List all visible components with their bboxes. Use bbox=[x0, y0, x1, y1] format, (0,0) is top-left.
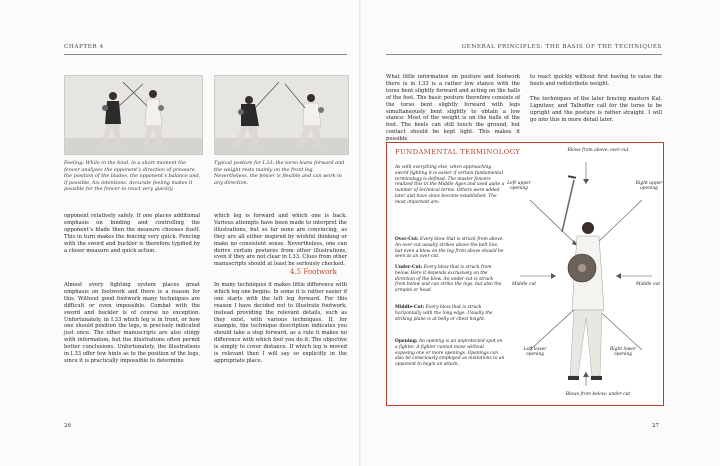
right-running-head: GENERAL PRINCIPLES: THE BASIS OF THE TECHNIQUES bbox=[461, 44, 662, 50]
term-over-cut bbox=[395, 237, 505, 260]
left-header-rule bbox=[64, 54, 347, 55]
left-col1-para2: Almost every fighting system places great emphasis on footwork and there is a reason for this. Without good footwork many techniques are difficult or even impossible. Combat with the sword and buckler is of course no exception. Unfortunately, in I.33 which leg is in front, or how one should position the legs, is precisely indicated just once. The other manuscripts are also stingy with information, but the illustrations often permit better conclusions. Unfortunately, the illustrations in I.33 offer few hints as to the position of the legs, since it is practically impossible to determine bbox=[64, 282, 200, 364]
term-under-cut bbox=[395, 265, 505, 294]
term-middle-cut bbox=[395, 305, 505, 322]
term-opening-def: An opening is an unprotected spot on a fighter. A fighter cannot move without exposing one or more openings. Openings can also be consciously employed as invitations to an opponent to begin an attack. bbox=[395, 339, 505, 368]
right-page-number: 27 bbox=[652, 423, 659, 429]
caption-feeling: Feeling: While in the bind, in a short moment the fencer analyzes the opponent’s direction of pressure, the position of the blades, the opponent’s balance and, if possible, his intentions. Accurate feeling makes it possible for the fencer to react very quickly. bbox=[64, 160, 201, 192]
left-running-head: CHAPTER 4 bbox=[64, 44, 104, 50]
term-opening-label: Opening: bbox=[395, 339, 418, 344]
photo-feeling bbox=[64, 75, 203, 155]
label-left-upper-opening: Left upper opening bbox=[507, 181, 531, 192]
terminology-box-title: FUNDAMENTAL TERMINOLOGY bbox=[395, 148, 521, 156]
term-under-cut-def: Every blow that is struck from below. Here it depends exclusively on the direction of the blow. An under-cut is struck from below and can strike the legs, but also the armpits or head. bbox=[395, 265, 502, 294]
photo-posture bbox=[214, 75, 349, 155]
right-col2-para2: The techniques of the later fencing masters Kal, Lignitzer, and Talhoffer call for the torso to be upright and the posture is rather straight. I will go into this in more detail later. bbox=[530, 96, 662, 123]
label-middle-cut-left: Middle cut bbox=[512, 282, 536, 287]
right-col1-para: What little information on posture and footwork there is in I.33 is a rather low stance with the torso bent slightly forward and acting on the balls of the feet. The basic posture therefore consists of the torso bent slightly forward with legs simultaneously bent slightly to obtain a low stance: Most of the weight is on the balls of the feet. The heels can still touch the ground, but contact should be kept light. This makes it possible bbox=[386, 74, 520, 143]
term-over-cut-def: Every blow that is struck from above. An over-cut usually strikes above the belt line, but even a blow on the leg from above should be seen as an over-cut. bbox=[395, 237, 504, 260]
term-middle-cut-label: Middle-Cut: bbox=[395, 305, 425, 310]
label-right-upper-opening: Right upper opening bbox=[635, 181, 663, 192]
label-right-lower-opening: Right lower opening bbox=[609, 347, 636, 358]
left-col2-para1: which leg is forward and which one is back. Various attempts have been made to interpret the illustrations, but so far none are convincing, as they are all either inspired by wishful thinking or make no consistent sense. Nevertheless, one can derive certain postures from other illustrations, even if they are not clear in I.33. Clues from other manuscripts should at least be seriously checked. bbox=[214, 213, 347, 268]
right-col2-para1: to react quickly without first having to raise the heels and redistribute weight. bbox=[530, 74, 662, 87]
term-middle-cut-def: Every blow that is struck horizontally with the long edge. Usually the striking plane is at belly or chest height. bbox=[395, 305, 493, 322]
left-col2-para2: In many techniques it makes little difference with which leg one begins. In some it is rather easier if one starts with the left leg forward. For this reason I have decided not to illustrate footwork, instead providing the relevant details, such as they exist, with various techniques. If, for example, the technique description indicates you should take a step forward, as a rule it makes no difference with which foot you do it. The objective is simply to cover distance. If which leg is moved is relevant then I will say so explicitly in the appropriate place. bbox=[214, 282, 347, 364]
label-middle-cut-right: Middle cut bbox=[636, 282, 660, 287]
label-over-cut: Blows from above: over-cut bbox=[567, 148, 629, 153]
terminology-intro: As with everything else, when approaching sword fighting it is easier if certain fundamental terminology is defined. The master fencers realized this in the Middle Ages and used quite a number of technical terms. Others were added later and have since become established. The most important are: bbox=[395, 165, 505, 205]
caption-posture: Typical posture for I.33: the torso leans forward and the weight rests mainly on the front leg. Nevertheless, the fencer is flexible and can work in any direction. bbox=[214, 160, 345, 186]
label-under-cut: Blows from below: under-cut bbox=[565, 392, 631, 397]
section-heading-footwork: 4.5 Footwork bbox=[290, 268, 337, 276]
right-header-rule bbox=[386, 54, 662, 55]
term-opening bbox=[395, 339, 505, 368]
term-over-cut-label: Over-Cut: bbox=[395, 237, 419, 242]
term-under-cut-label: Under-Cut: bbox=[395, 265, 423, 270]
left-col1-para1: opponent relatively safely. If one places additional emphasis on binding and controlling the opponent’s blade then the measure chooses itself. This in turn makes the fencing very quick. Fencing with the sword and buckler is therefore typified by a closer measure and quick action. bbox=[64, 213, 200, 254]
label-left-lower-opening: Left lower opening bbox=[523, 347, 547, 358]
left-page-number: 26 bbox=[64, 423, 71, 429]
